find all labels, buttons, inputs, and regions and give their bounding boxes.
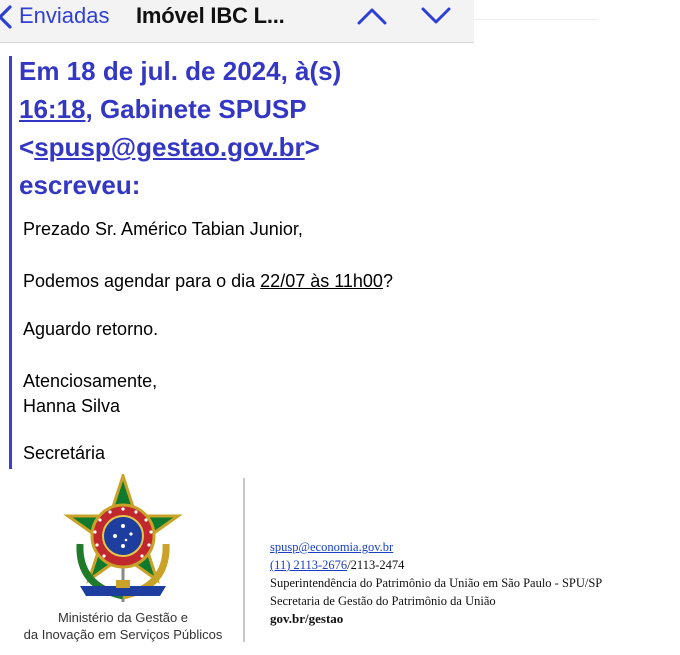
signature-org-2: Secretaria de Gestão do Patrimônio da União — [270, 594, 496, 608]
attribution-date: Em 18 de jul. de 2024, à(s) — [19, 56, 342, 86]
sender-email-link[interactable]: spusp@gestao.gov.br — [34, 132, 305, 162]
back-folder-label[interactable]: Enviadas — [19, 3, 110, 28]
attribution-time-link[interactable]: 16:18 — [19, 94, 86, 124]
attribution-sender-line — [19, 90, 439, 128]
ministry-name: Ministério da Gestão e da Inovação em Serviços Públicos — [23, 610, 223, 642]
attribution-email-line: <spusp@gestao.gov.br> — [19, 132, 320, 162]
signature-divider — [243, 478, 245, 642]
signature-email-link[interactable]: spusp@economia.gov.br — [270, 540, 394, 554]
message-paragraph-2: Aguardo retorno. — [23, 319, 159, 339]
next-message-chevron-down-icon[interactable] — [420, 6, 452, 26]
brazil-coat-of-arms-icon — [58, 474, 188, 608]
date-time-link[interactable]: 22/07 às 11h00 — [260, 271, 383, 291]
message-greeting: Prezado Sr. Américo Tabian Junior, — [23, 219, 303, 239]
attribution-sender-name: , Gabinete SPUSP — [85, 94, 307, 124]
message-signer-name: Hanna Silva — [23, 396, 121, 416]
attribution-wrote: escreveu: — [19, 170, 141, 200]
message-nav-bar — [0, 0, 474, 43]
signature-phone-extra: /2113-2474 — [347, 558, 405, 572]
quote-attribution — [19, 52, 439, 204]
signature-phone-link[interactable]: (11) 2113-2676 — [270, 558, 348, 572]
message-paragraph: Podemos agendar para o dia 22/07 às 11h00? — [23, 271, 393, 291]
nav-divider — [474, 19, 598, 20]
back-chevron-icon[interactable] — [0, 4, 14, 30]
message-subject-title: Imóvel IBC L... — [136, 3, 285, 28]
message-signer-role: Secretária — [23, 443, 106, 463]
signature-org-1: Superintendência do Patrimônio da União em São Paulo - SPU/SP — [270, 576, 603, 590]
previous-message-chevron-up-icon[interactable] — [356, 6, 388, 26]
message-closing: Atenciosamente, — [23, 371, 158, 391]
signature-website: gov.br/gestao — [270, 611, 344, 626]
signature-contact-block — [270, 538, 602, 628]
quote-indicator-bar — [9, 56, 12, 469]
